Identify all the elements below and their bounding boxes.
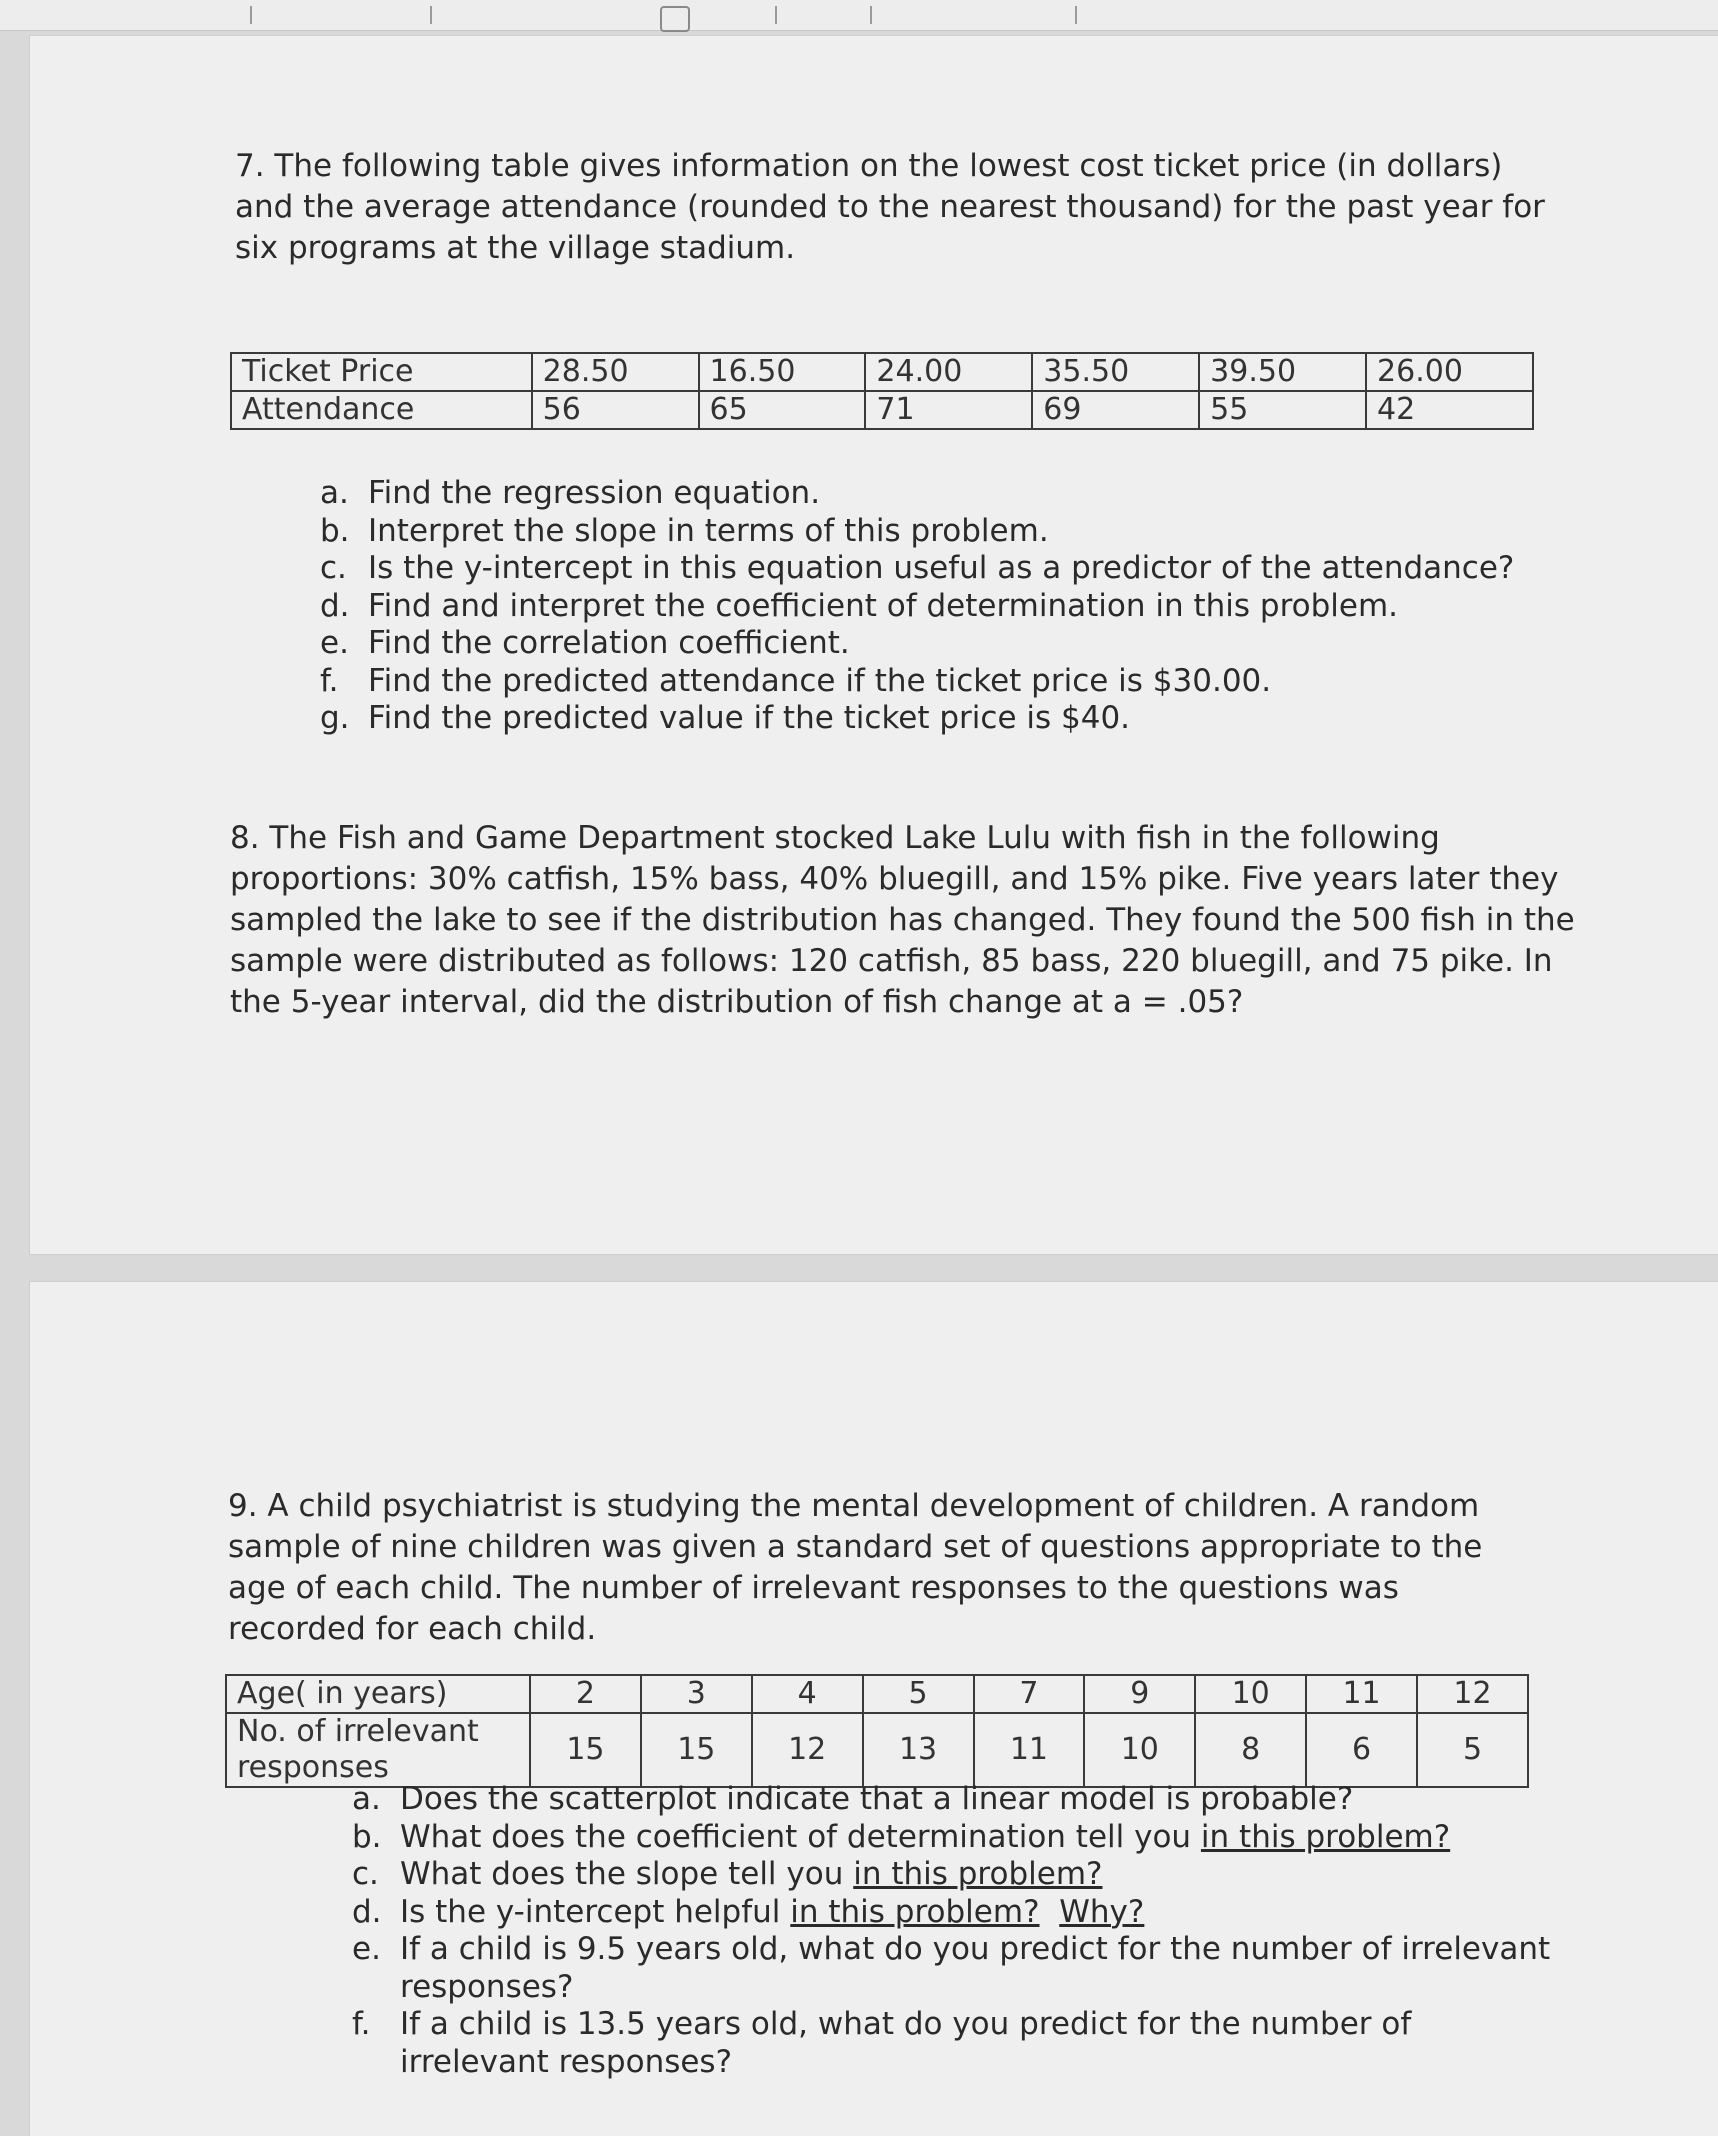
part-letter: f. [320, 662, 339, 699]
row-label-irrelevant-responses: No. of irrelevant responses [226, 1713, 530, 1787]
table-cell: 28.50 [532, 353, 699, 391]
table-cell: 6 [1306, 1713, 1417, 1787]
part-text: Find the predicted value if the ticket price is $40. [368, 700, 1131, 736]
part-text: What does the slope tell you [400, 1856, 854, 1892]
table-cell: 15 [530, 1713, 641, 1787]
ruler [0, 0, 1718, 31]
table-cell: 11 [1306, 1675, 1417, 1713]
part-underlined-text: in this problem? [1200, 1818, 1451, 1855]
table-row [231, 391, 1533, 429]
question-9-parts [352, 1781, 1552, 2081]
table-cell: 4 [752, 1675, 863, 1713]
question-8-text: 8. The Fish and Game Department stocked Lake Lulu with fish in the following proportions: 30% catfish, 15% bass, 40% bluegill, and 15% pike. Five years later they sampled the lake to see if the distribution has changed. They found the 500 fish in the sample were distributed as follows: 120 catfish, 85 bass, 220 bluegill, and 75 pike. In the 5-year interval, did the distribution of fish change at a = .05? [230, 820, 1575, 1020]
table-cell: 26.00 [1366, 353, 1533, 391]
question-7-parts [320, 475, 1570, 738]
table-cell: 24.00 [865, 353, 1032, 391]
table-cell: 65 [699, 391, 866, 429]
part-letter: f. [352, 2006, 371, 2042]
table-cell: 13 [863, 1713, 974, 1787]
page-marker-icon [660, 6, 690, 32]
table-cell: 15 [641, 1713, 752, 1787]
part-underlined-text: in this problem? [853, 1856, 1103, 1892]
part-letter: c. [352, 1856, 379, 1892]
part-separator [1040, 1894, 1060, 1930]
row-label-ticket-price: Ticket Price [231, 353, 532, 391]
list-item [352, 1931, 1552, 2006]
table-row [226, 1713, 1528, 1787]
table-cell: 2 [530, 1675, 641, 1713]
table-cell: 8 [1195, 1713, 1306, 1787]
part-text: What does the coefficient of determination tell you [400, 1818, 1201, 1855]
table-cell: 16.50 [699, 353, 866, 391]
list-item [352, 1819, 1552, 1857]
table-cell: 39.50 [1199, 353, 1366, 391]
part-letter: b. [320, 512, 350, 549]
list-item [352, 2006, 1552, 2081]
list-item [352, 1781, 1552, 1819]
table-cell: 42 [1366, 391, 1533, 429]
ruler-tick [1075, 6, 1077, 24]
table-cell: 5 [863, 1675, 974, 1713]
ruler-tick [430, 6, 432, 24]
table-cell: 3 [641, 1675, 752, 1713]
part-text: Find the regression equation. [368, 475, 821, 511]
table-cell: 69 [1032, 391, 1199, 429]
table-cell: 35.50 [1032, 353, 1199, 391]
table-row [226, 1675, 1528, 1713]
part-letter: c. [320, 550, 347, 586]
table-cell: 5 [1417, 1713, 1528, 1787]
list-item [320, 550, 1570, 588]
part-letter: a. [320, 475, 349, 511]
table-cell: 10 [1195, 1675, 1306, 1713]
part-letter: d. [320, 587, 350, 624]
part-letter: d. [352, 1893, 382, 1930]
table-cell: 10 [1084, 1713, 1195, 1787]
part-letter: a. [352, 1781, 381, 1817]
table-cell: 12 [1417, 1675, 1528, 1713]
ticket-attendance-table [230, 352, 1534, 430]
table-cell: 11 [974, 1713, 1085, 1787]
list-item [320, 513, 1570, 551]
part-text: Is the y-intercept in this equation useful as a predictor of the attendance? [368, 550, 1515, 586]
part-text: If a child is 9.5 years old, what do you predict for the number of irrelevant responses? [400, 1931, 1551, 2005]
list-item [320, 663, 1570, 701]
table-cell: 12 [752, 1713, 863, 1787]
part-letter: b. [352, 1818, 382, 1855]
part-text: Does the scatterplot indicate that a linear model is probable? [400, 1781, 1354, 1817]
table-cell: 56 [532, 391, 699, 429]
ruler-tick [250, 6, 252, 24]
table-row [231, 353, 1533, 391]
list-item [320, 475, 1570, 513]
part-underlined-text: in this problem? [790, 1893, 1040, 1930]
part-text: Find and interpret the coefficient of determination in this problem. [368, 587, 1399, 624]
row-label-age: Age( in years) [226, 1675, 530, 1713]
ruler-tick [870, 6, 872, 24]
document-page-2 [30, 1282, 1718, 2136]
ruler-tick [775, 6, 777, 24]
part-text: Find the correlation coefficient. [368, 625, 850, 661]
part-text: Find the predicted attendance if the ticket price is $30.00. [368, 662, 1272, 699]
part-letter: e. [320, 625, 349, 661]
part-text: Interpret the slope in terms of this problem. [368, 512, 1049, 549]
table-cell: 9 [1084, 1675, 1195, 1713]
list-item [320, 625, 1570, 663]
table-cell: 55 [1199, 391, 1366, 429]
part-text: Is the y-intercept helpful [400, 1893, 791, 1930]
table-cell: 7 [974, 1675, 1085, 1713]
list-item [352, 1894, 1552, 1932]
question-7-text: 7. The following table gives information on the lowest cost ticket price (in dollars) and the average attendance (rounded to the nearest thousand) for the past year for six programs at the village stadium. [235, 148, 1545, 266]
list-item [320, 700, 1570, 738]
document-page-1 [30, 36, 1718, 1254]
part-text: If a child is 13.5 years old, what do you predict for the number of irrelevant responses? [400, 2006, 1412, 2080]
part-letter: g. [320, 700, 350, 736]
row-label-attendance: Attendance [231, 391, 532, 429]
question-9-text: 9. A child psychiatrist is studying the mental development of children. A random sample of nine children was given a standard set of questions appropriate to the age of each child. The number of irrelevant responses to the questions was recorded for each child. [228, 1488, 1483, 1647]
table-cell: 71 [865, 391, 1032, 429]
part-letter: e. [352, 1931, 381, 1967]
part-underlined-text: Why? [1059, 1893, 1145, 1930]
list-item [320, 588, 1570, 626]
age-responses-table [225, 1674, 1529, 1788]
list-item [352, 1856, 1552, 1894]
